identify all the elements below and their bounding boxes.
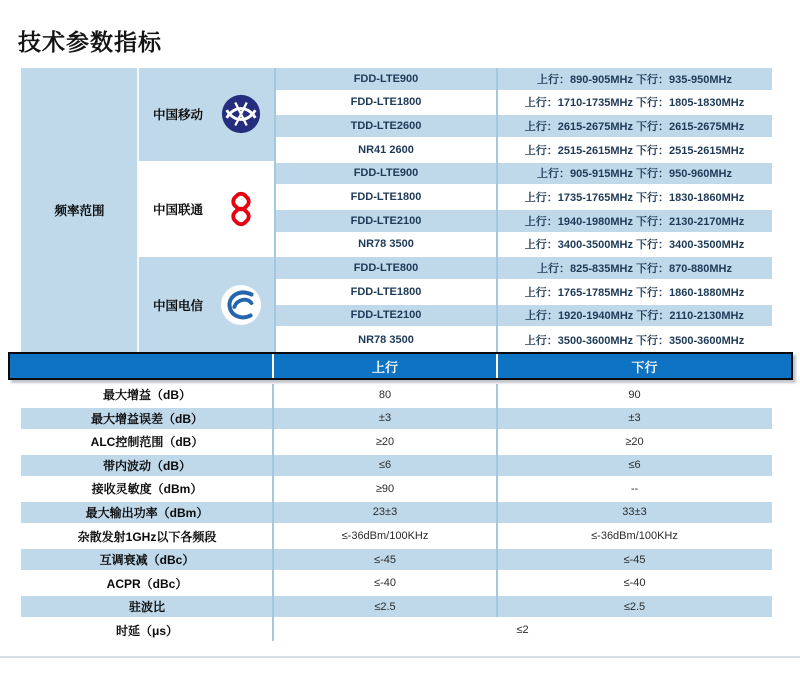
freq-col-separator [137,68,139,352]
param-label: 杂散发射1GHz以下各频段 [77,529,217,544]
carrier-name: 中国电信 [153,298,204,313]
range-cell: 上行：1735-1765MHz 下行：1830-1860MHz [497,186,772,210]
band-cell: NR41 2600 [275,139,497,163]
range-cell: 上行：2615-2675MHz 下行：2615-2675MHz [497,115,772,139]
spec-header-downlink: 下行 [631,359,658,375]
freq-col-separator [274,68,276,352]
spec-header-empty [10,354,274,378]
spec-col-separator [272,384,274,641]
freq-row-header: 频率范围 [21,68,138,352]
downlink-value: 33±3 [622,506,647,519]
range-cell: 上行：1765-1785MHz 下行：1860-1880MHz [497,281,772,305]
range-cell: 上行：890-905MHz 下行：935-950MHz [497,68,772,92]
range-cell: 上行：3500-3600MHz 下行：3500-3600MHz [497,328,772,352]
carrier-cell-china-telecom [138,257,275,352]
band-cell: FDD-LTE1800 [275,281,497,305]
china-unicom-logo [220,188,262,230]
downlink-value: 90 [628,388,641,401]
uplink-value: 80 [378,388,392,401]
table-row [21,620,772,641]
param-label: 最大增益误差（dB） [91,411,203,426]
uplink-value: ±3 [378,412,392,425]
band-cell: FDD-LTE2100 [275,305,497,329]
uplink-value: ≤-45 [374,553,396,566]
param-label: ACPR（dBc） [106,576,188,591]
band-cell: FDD-LTE1800 [275,186,497,210]
param-label: 互调衰减（dBc） [99,553,195,568]
freq-col-separator [496,68,498,352]
china-mobile-logo [220,93,262,135]
uplink-value: ≤6 [378,459,392,472]
frequency-table [21,68,772,352]
band-cell: TDD-LTE2600 [275,115,497,139]
uplink-value: 23±3 [372,506,398,519]
downlink-value: ≤-36dBm/100KHz [591,530,678,543]
range-cell: 上行：1940-1980MHz 下行：2130-2170MHz [497,210,772,234]
uplink-value: ≤2.5 [374,600,396,613]
param-label: 最大输出功率（dBm） [85,505,209,520]
downlink-value: ≤2.5 [623,600,646,613]
downlink-value: -- [630,482,639,495]
param-label: 带内波动（dB） [103,458,191,473]
band-cell: FDD-LTE900 [275,68,497,92]
param-label: ALC控制范围（dB） [90,435,204,450]
param-label: 最大增益（dB） [103,388,191,402]
table-row [21,455,772,476]
band-cell: FDD-LTE900 [275,163,497,187]
spec-header-uplink: 上行 [274,354,498,378]
uplink-value: ≥20 [375,435,395,448]
range-cell: 上行：1710-1735MHz 下行：1805-1830MHz [497,92,772,116]
band-cell: NR78 3500 [275,234,497,258]
table-row [21,526,772,547]
band-cell: NR78 3500 [275,328,497,352]
table-row [21,573,772,594]
table-row [21,478,772,499]
spec-header-bar [8,352,793,380]
carrier-name: 中国移动 [153,108,204,123]
param-label: 时延（μs） [115,623,179,638]
uplink-value: ≤-40 [374,577,396,590]
combined-value: ≤2 [516,624,529,637]
range-cell: 上行：2515-2615MHz 下行：2515-2615MHz [497,139,772,163]
band-cell: FDD-LTE800 [275,257,497,281]
downlink-value: ≤6 [628,459,641,472]
range-cell: 上行：905-915MHz 下行：950-960MHz [497,163,772,187]
downlink-value: ≥20 [625,435,644,448]
band-cell: FDD-LTE2100 [275,210,497,234]
carrier-name: 中国联通 [153,202,204,217]
table-row [21,549,772,570]
china-telecom-logo [220,284,262,326]
table-row [21,596,772,617]
band-cell: FDD-LTE1800 [275,92,497,116]
param-label: 接收灵敏度（dBm） [91,482,203,497]
carrier-cell-china-mobile [138,68,275,163]
param-label: 驻波比 [128,600,165,615]
spec-col-separator [496,384,498,617]
range-cell: 上行：3400-3500MHz 下行：3400-3500MHz [497,234,772,258]
table-row [21,502,772,523]
spec-table [21,384,772,641]
range-cell: 上行：825-835MHz 下行：870-880MHz [497,257,772,281]
uplink-value: ≤-36dBm/100KHz [341,530,429,543]
downlink-value: ≤-40 [623,577,646,590]
table-row [21,431,772,452]
page-title: 技术参数指标 [18,29,162,55]
downlink-value: ±3 [628,412,641,425]
page-bottom-divider [0,656,800,658]
uplink-value: ≥90 [375,482,395,495]
downlink-value: ≤-45 [623,553,646,566]
table-row [21,408,772,429]
range-cell: 上行：1920-1940MHz 下行：2110-2130MHz [497,305,772,329]
table-row [21,384,772,405]
carrier-cell-china-unicom [138,163,275,258]
